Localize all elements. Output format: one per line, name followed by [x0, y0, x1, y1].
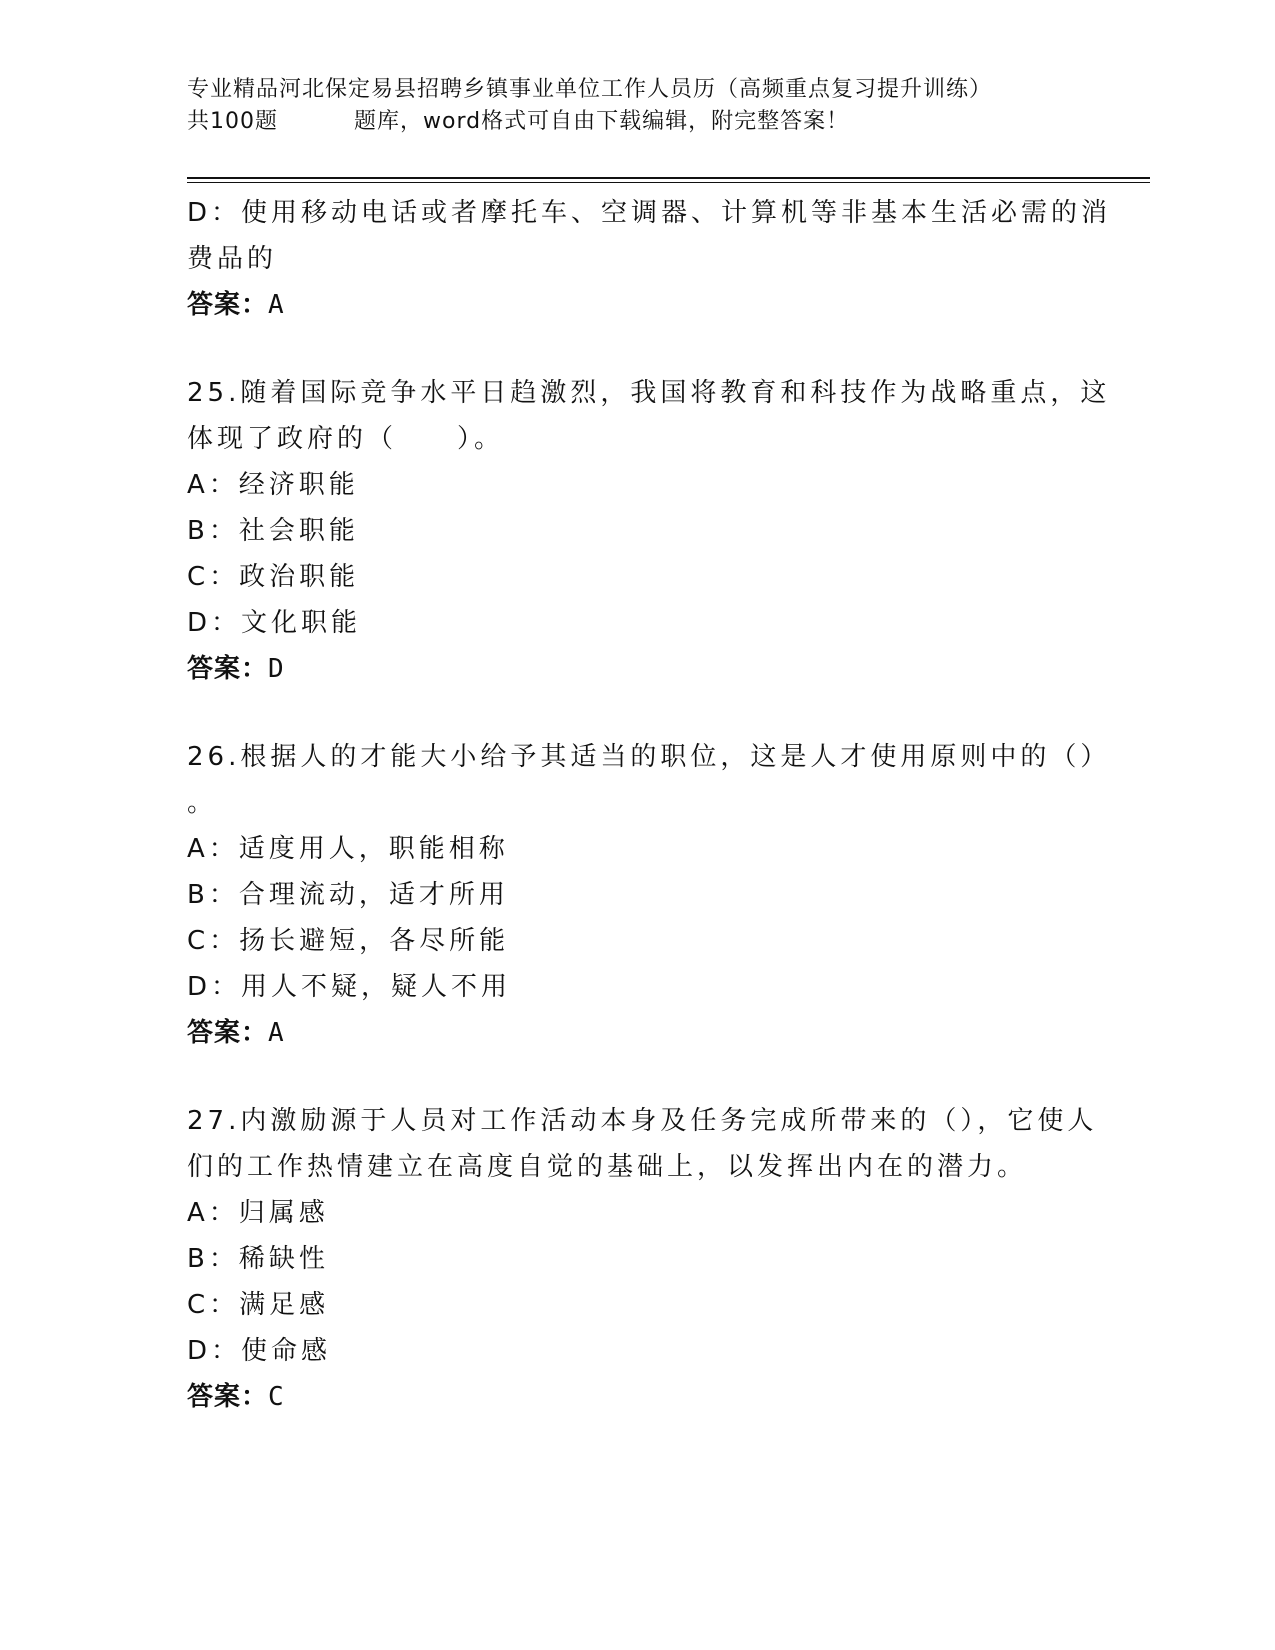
option-d: D：用人不疑，疑人不用: [187, 972, 512, 1002]
option-b: B：合理流动，适才所用: [187, 880, 509, 910]
header-divider-thin: [187, 182, 1150, 183]
answer-line: [187, 1010, 1087, 1056]
question-stem-continued: 体现了政府的（ ）。: [187, 424, 505, 454]
option-d: D：使命感: [187, 1336, 332, 1366]
option-d-continued: 费品的: [187, 244, 278, 274]
option-c: C：扬长避短，各尽所能: [187, 926, 510, 956]
header-divider-thick: [187, 177, 1150, 179]
question-stem-continued: 们的工作热情建立在高度自觉的基础上，以发挥出内在的潜力。: [187, 1152, 1028, 1182]
answer-line: [187, 1374, 1087, 1420]
option-a: A：经济职能: [187, 470, 359, 500]
answer-line: [187, 282, 1087, 328]
option-c: C：政治职能: [187, 562, 360, 592]
option-d: D：使用移动电话或者摩托车、空调器、计算机等非基本生活必需的消: [187, 198, 1112, 228]
question-stem: 26.根据人的才能大小给予其适当的职位，这是人才使用原则中的（）: [187, 742, 1111, 772]
option-a: A：适度用人，职能相称: [187, 834, 509, 864]
question-26: [187, 734, 1111, 1056]
question-stem-continued: 。: [187, 788, 218, 818]
answer-label: 答案：: [187, 1382, 269, 1412]
option-a: A：归属感: [187, 1198, 329, 1228]
answer-label: 答案：: [187, 290, 269, 320]
previous-question-tail: [187, 190, 1112, 328]
answer-value: A: [268, 290, 285, 320]
question-stem: 27.内激励源于人员对工作活动本身及任务完成所带来的（），它使人: [187, 1106, 1098, 1136]
question-27: [187, 1098, 1098, 1420]
option-b: B：社会职能: [187, 516, 359, 546]
document-body: [187, 190, 1112, 1420]
header-description: 题库，word格式可自由下载编辑，附完整答案！: [354, 109, 850, 134]
answer-label: 答案：: [187, 1018, 269, 1048]
answer-value: C: [268, 1382, 285, 1412]
header-title: 专业精品河北保定易县招聘乡镇事业单位工作人员历（高频重点复习提升训练）: [187, 77, 993, 102]
answer-value: A: [268, 1018, 285, 1048]
question-25: [187, 370, 1111, 692]
answer-value: D: [268, 654, 285, 684]
header-subtitle: [187, 106, 1087, 138]
option-d: D：文化职能: [187, 608, 362, 638]
header-question-count: 共100题: [187, 109, 278, 134]
option-b: B：稀缺性: [187, 1244, 329, 1274]
answer-label: 答案：: [187, 654, 269, 684]
question-stem: 25.随着国际竞争水平日趋激烈，我国将教育和科技作为战略重点，这: [187, 378, 1111, 408]
answer-line: [187, 646, 1087, 692]
option-c: C：满足感: [187, 1290, 330, 1320]
document-header: [187, 74, 1087, 138]
